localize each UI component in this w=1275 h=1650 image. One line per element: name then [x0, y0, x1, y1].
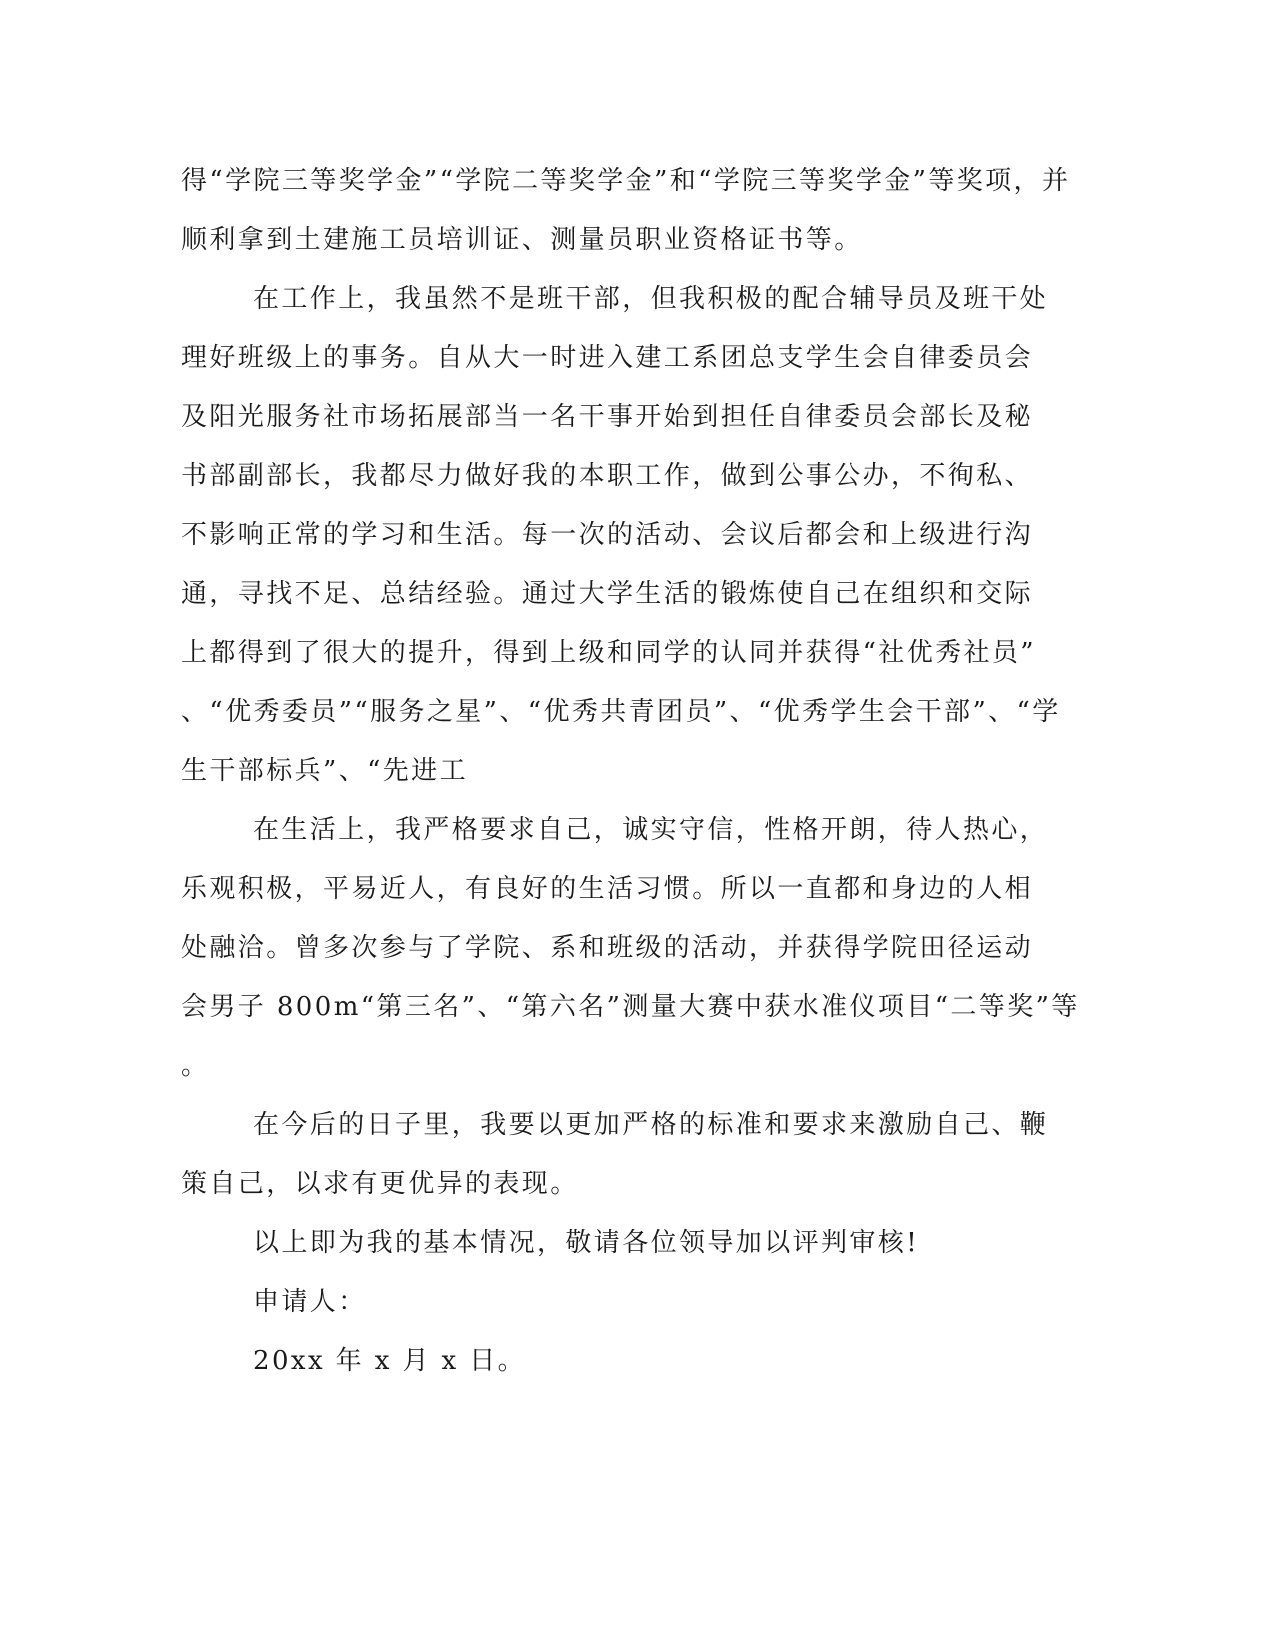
text-line: 及阳光服务社市场拓展部当一名干事开始到担任自律委员会部长及秘 — [181, 402, 1034, 432]
text-line: 得“学院三等奖学金”“学院二等奖学金”和“学院三等奖学金”等奖项，并 — [181, 166, 1071, 196]
text-line: 在工作上，我虽然不是班干部，但我积极的配合辅导员及班干处 — [253, 284, 1049, 314]
text-line: 书部副部长，我都尽力做好我的本职工作，做到公事公办，不徇私、 — [181, 461, 1034, 491]
applicant-label: 申请人： — [253, 1287, 367, 1317]
text-line: 上都得到了很大的提升，得到上级和同学的认同并获得“社优秀社员” — [181, 638, 1036, 668]
text-line: 、“优秀委员”“服务之星”、“优秀共青团员”、“优秀学生会干部”、“学 — [181, 697, 1061, 727]
text-line: 。 — [181, 1051, 210, 1081]
text-line: 生干部标兵”、“先进工 — [181, 756, 468, 786]
signature-date: 20xx 年 x 月 x 日。 — [253, 1346, 527, 1376]
text-line: 在生活上，我严格要求自己，诚实守信，性格开朗，待人热心， — [253, 815, 1049, 845]
text-line: 会男子 800m“第三名”、“第六名”测量大赛中获水准仪项目“二等奖”等 — [181, 992, 1080, 1022]
text-line: 乐观积极，平易近人，有良好的生活习惯。所以一直都和身边的人相 — [181, 874, 1034, 904]
text-line: 不影响正常的学习和生活。每一次的活动、会议后都会和上级进行沟 — [181, 520, 1034, 550]
text-line: 顺利拿到土建施工员培训证、测量员职业资格证书等。 — [181, 225, 863, 255]
text-line: 理好班级上的事务。自从大一时进入建工系团总支学生会自律委员会 — [181, 343, 1034, 373]
document-body — [181, 152, 1080, 1391]
closing-statement: 以上即为我的基本情况，敬请各位领导加以评判审核! — [253, 1228, 920, 1258]
text-line: 策自己，以求有更优异的表现。 — [181, 1169, 579, 1199]
text-line: 在今后的日子里，我要以更加严格的标准和要求来激励自己、鞭 — [253, 1110, 1049, 1140]
text-line: 处融洽。曾多次参与了学院、系和班级的活动，并获得学院田径运动 — [181, 933, 1034, 963]
text-line: 通，寻找不足、总结经验。通过大学生活的锻炼使自己在组织和交际 — [181, 579, 1034, 609]
